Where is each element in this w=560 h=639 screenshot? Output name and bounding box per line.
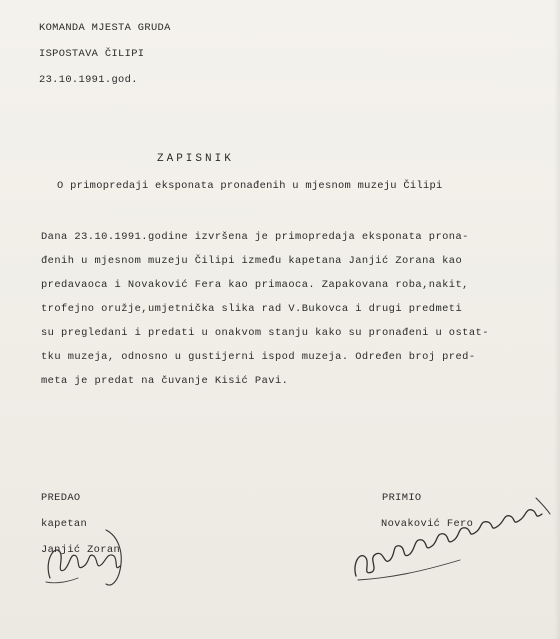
header-office-name: ISPOSTAVA ČILIPI: [39, 48, 145, 60]
body-line: tku muzeja, odnosno u gustijerni ispod muzeja. Određen broj pred-: [41, 351, 476, 363]
header-date: 23.10.1991.god.: [39, 74, 138, 86]
body-line: meta je predat na čuvanje Kisić Pavi.: [41, 375, 289, 387]
body-line: đenih u mjesnom muzeju Čilipi između kapetana Janjić Zorana kao: [41, 255, 463, 267]
received-label: PRIMIO: [382, 492, 422, 504]
handed-over-rank: kapetan: [41, 518, 88, 530]
handwritten-signature-right: [350, 488, 555, 588]
header-command-name: KOMANDA MJESTA GRUDA: [39, 22, 171, 34]
document-title: ZAPISNIK: [157, 153, 234, 165]
received-name: Novaković Fero: [381, 518, 474, 530]
body-line: su pregledani i predati u onakvom stanju kako su pronađeni u ostat-: [41, 327, 489, 339]
handed-over-label: PREDAO: [41, 492, 81, 504]
handwritten-signature-left: [36, 522, 136, 592]
page-edge-shadow: [554, 0, 560, 639]
body-line: predavaoca i Novaković Fera kao primaoca. Zapakovana roba,nakit,: [41, 279, 469, 291]
document-subtitle: O primopredaji eksponata pronađenih u mjesnom muzeju Čilipi: [57, 180, 443, 192]
handed-over-name: Janjić Zoran: [41, 544, 121, 556]
body-line: Dana 23.10.1991.godine izvršena je primopredaja eksponata prona-: [41, 231, 469, 243]
body-line: trofejno oružje,umjetnička slika rad V.Bukovca i drugi predmeti: [41, 303, 463, 315]
